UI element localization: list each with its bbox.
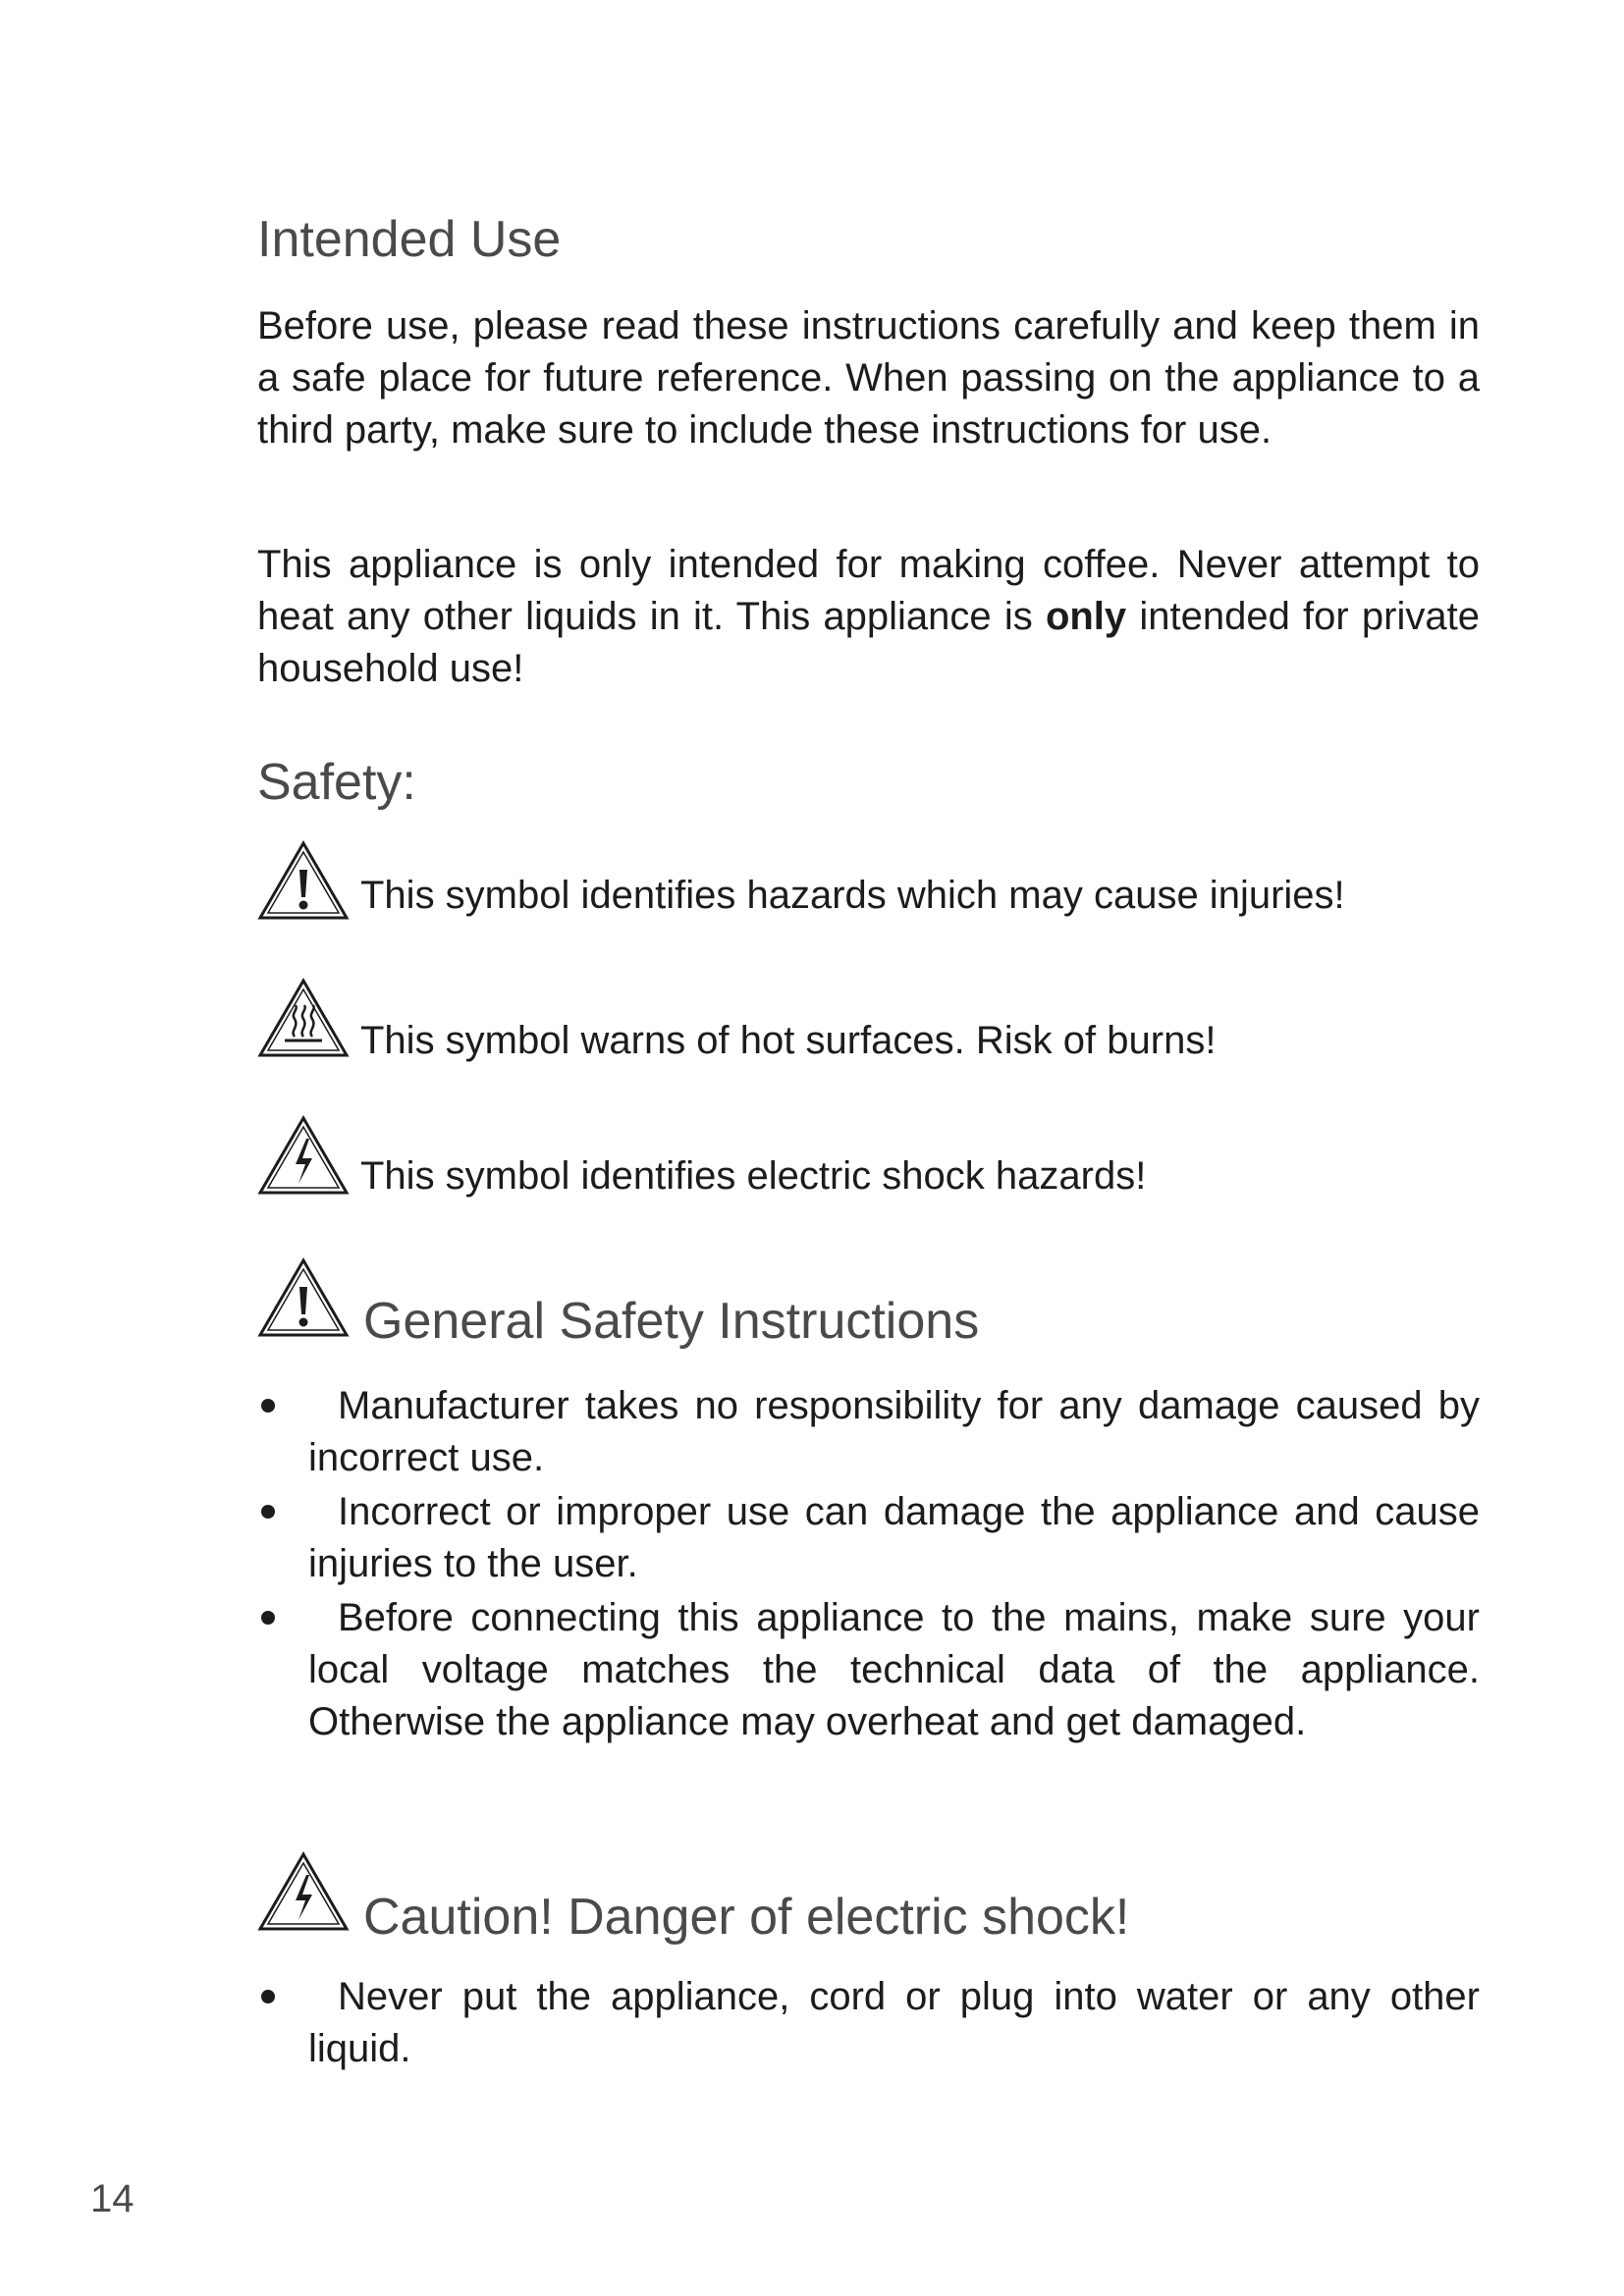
- electric-shock-icon: [257, 1115, 350, 1196]
- bullet-icon: [261, 1505, 275, 1519]
- list-item: [257, 1971, 1480, 2075]
- electric-caution-heading: Caution! Danger of electric shock!: [363, 1889, 1130, 1946]
- safety-heading: Safety:: [257, 754, 416, 811]
- warning-exclamation-icon: [257, 1257, 350, 1338]
- intended-use-paragraph-2: [257, 539, 1480, 695]
- hot-surface-icon: [257, 978, 350, 1058]
- bullet-icon: [261, 1399, 275, 1413]
- warning-exclamation-icon: [257, 840, 350, 921]
- electric-shock-icon: [257, 1851, 350, 1932]
- intended-use-paragraph-1: Before use, please read these instructions carefully and keep them in a safe place for future reference. When passing on the appliance to a third party, make sure to include these instructions for use.: [257, 304, 1480, 452]
- electric-caution-list: [257, 1971, 1480, 2077]
- paragraph-2-text-start: This appliance is only intended for making coffee. Never attempt to heat any other liquids in it. This appliance is: [257, 543, 1480, 638]
- symbol-hot-surface-text: This symbol warns of hot surfaces. Risk of burns!: [360, 1019, 1217, 1062]
- list-item-text: Manufacturer takes no responsibility for any damage caused by incorrect use.: [308, 1384, 1480, 1479]
- intended-use-heading: Intended Use: [257, 211, 562, 268]
- bullet-icon: [261, 1990, 275, 2003]
- list-item: [257, 1486, 1480, 1590]
- list-item-text: Incorrect or improper use can damage the appliance and cause injuries to the user.: [308, 1490, 1480, 1585]
- symbol-injury-text: This symbol identifies hazards which may cause injuries!: [360, 874, 1345, 917]
- list-item: [257, 1380, 1480, 1484]
- paragraph-2-bold-text: only: [1045, 595, 1127, 638]
- general-safety-heading: General Safety Instructions: [363, 1293, 980, 1350]
- symbol-electric-text: This symbol identifies electric shock hazards!: [360, 1154, 1147, 1198]
- list-item-text: Never put the appliance, cord or plug into water or any other liquid.: [308, 1975, 1480, 2070]
- list-item-text: Before connecting this appliance to the mains, make sure your local voltage matches the technical data of the appliance. Otherwise the appliance may overheat and get damaged.: [308, 1596, 1480, 1743]
- bullet-icon: [261, 1611, 275, 1625]
- general-safety-list: [257, 1380, 1480, 1750]
- paragraph-2-text-end: intended for private household use!: [257, 595, 1480, 690]
- page-number: 14: [90, 2177, 135, 2220]
- list-item: [257, 1592, 1480, 1748]
